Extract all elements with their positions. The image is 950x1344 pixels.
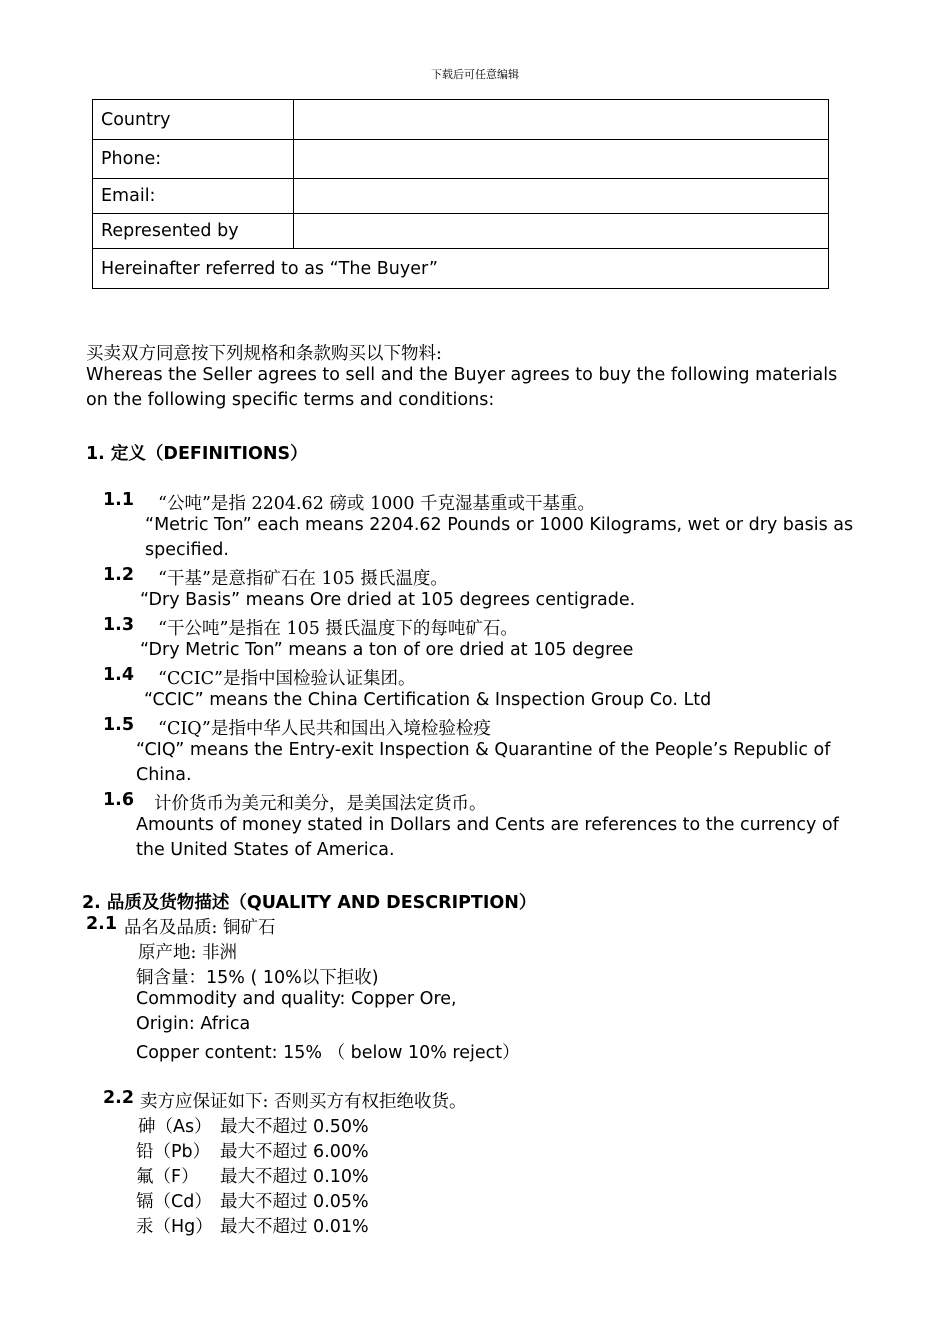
header-note: 下载后可任意编辑	[431, 68, 519, 81]
represented-by-label: Represented by	[93, 214, 294, 249]
phone-value	[294, 140, 829, 179]
item-1-6-cn: 计价货币为美元和美分，是美国法定货币。	[154, 794, 487, 814]
item-1-5-en-line2: China.	[136, 765, 192, 785]
limit-value-pb: 最大不超过 6.00%	[220, 1142, 369, 1162]
copper-content-en: Copper content: 15% （ below 10% reject）	[136, 1043, 520, 1063]
item-1-6-en-line1: Amounts of money stated in Dollars and Cents are references to the currency of	[136, 815, 839, 835]
table-row	[93, 140, 829, 179]
item-1-5-num: 1.5	[103, 715, 135, 735]
origin-cn: 原产地: 非洲	[138, 943, 237, 963]
section1-heading-num: 1.	[86, 444, 105, 464]
item-2-2-num: 2.2	[103, 1088, 135, 1108]
section2-heading-text: 品质及货物描述（QUALITY AND DESCRIPTION）	[106, 893, 537, 913]
item-1-4-cn: “CCIC”是指中国检验认证集团。	[158, 669, 416, 689]
item-1-4-num: 1.4	[103, 665, 135, 685]
intro-en-line1: Whereas the Seller agrees to sell and the Buyer agrees to buy the following materials	[86, 365, 838, 385]
item-1-1-num: 1.1	[103, 490, 135, 510]
buyer-info-table	[92, 99, 829, 289]
item-2-1-cn: 品名及品质: 铜矿石	[124, 918, 276, 938]
item-1-1-en-line1: “Metric Ton” each means 2204.62 Pounds or 1000 Kilograms, wet or dry basis as	[145, 515, 854, 535]
table-row	[93, 179, 829, 214]
item-1-5-en-line1: “CIQ” means the Entry-exit Inspection & Quarantine of the People’s Republic of	[136, 740, 831, 760]
table-row	[93, 249, 829, 289]
limit-value-as: 最大不超过 0.50%	[220, 1117, 369, 1137]
item-1-5-cn: “CIQ”是指中华人民共和国出入境检验检疫	[158, 719, 491, 739]
item-1-6-num: 1.6	[103, 790, 135, 810]
limit-element-hg: 汞（Hg）	[136, 1217, 213, 1237]
section1-heading	[86, 440, 308, 465]
limit-element-as: 砷（As）	[138, 1117, 212, 1137]
limit-value-hg: 最大不超过 0.01%	[220, 1217, 369, 1237]
represented-by-value	[294, 214, 829, 249]
origin-en: Origin: Africa	[136, 1014, 251, 1034]
item-2-1-num: 2.1	[86, 914, 118, 934]
item-2-2-cn: 卖方应保证如下: 否则买方有权拒绝收货。	[140, 1092, 467, 1112]
section2-heading-num: 2.	[82, 893, 101, 913]
item-1-1-cn: “公吨”是指 2204.62 磅或 1000 千克湿基重或干基重。	[158, 494, 596, 514]
limit-element-cd: 镉（Cd）	[136, 1192, 212, 1212]
section1-heading-text: 定义（DEFINITIONS）	[110, 444, 308, 464]
intro-cn: 买卖双方同意按下列规格和条款购买以下物料:	[86, 344, 442, 364]
country-label: Country	[93, 100, 294, 140]
intro-en-line2: on the following specific terms and conditions:	[86, 390, 495, 410]
section2-heading	[82, 889, 536, 914]
limit-value-cd: 最大不超过 0.05%	[220, 1192, 369, 1212]
phone-label: Phone:	[93, 140, 294, 179]
commodity-en: Commodity and quality: Copper Ore,	[136, 989, 457, 1009]
copper-content-cn: 铜含量：15% ( 10%以下拒收)	[136, 968, 379, 988]
item-1-3-cn: “干公吨”是指在 105 摄氏温度下的每吨矿石。	[158, 619, 518, 639]
table-row	[93, 214, 829, 249]
email-value	[294, 179, 829, 214]
limit-value-f: 最大不超过 0.10%	[220, 1167, 369, 1187]
limit-element-pb: 铅（Pb）	[136, 1142, 211, 1162]
buyer-footer: Hereinafter referred to as “The Buyer”	[93, 249, 829, 289]
item-1-2-num: 1.2	[103, 565, 135, 585]
item-1-2-cn: “干基”是意指矿石在 105 摄氏温度。	[158, 569, 448, 589]
item-1-2-en: “Dry Basis” means Ore dried at 105 degrees centigrade.	[140, 590, 636, 610]
limit-element-f: 氟（F）	[136, 1167, 199, 1187]
table-row	[93, 100, 829, 140]
item-1-6-en-line2: the United States of America.	[136, 840, 395, 860]
country-value	[294, 100, 829, 140]
email-label: Email:	[93, 179, 294, 214]
item-1-3-en: “Dry Metric Ton” means a ton of ore dried at 105 degree	[140, 640, 634, 660]
item-1-1-en-line2: specified.	[145, 540, 229, 560]
item-1-4-en: “CCIC” means the China Certification & Inspection Group Co. Ltd	[144, 690, 712, 710]
item-1-3-num: 1.3	[103, 615, 135, 635]
